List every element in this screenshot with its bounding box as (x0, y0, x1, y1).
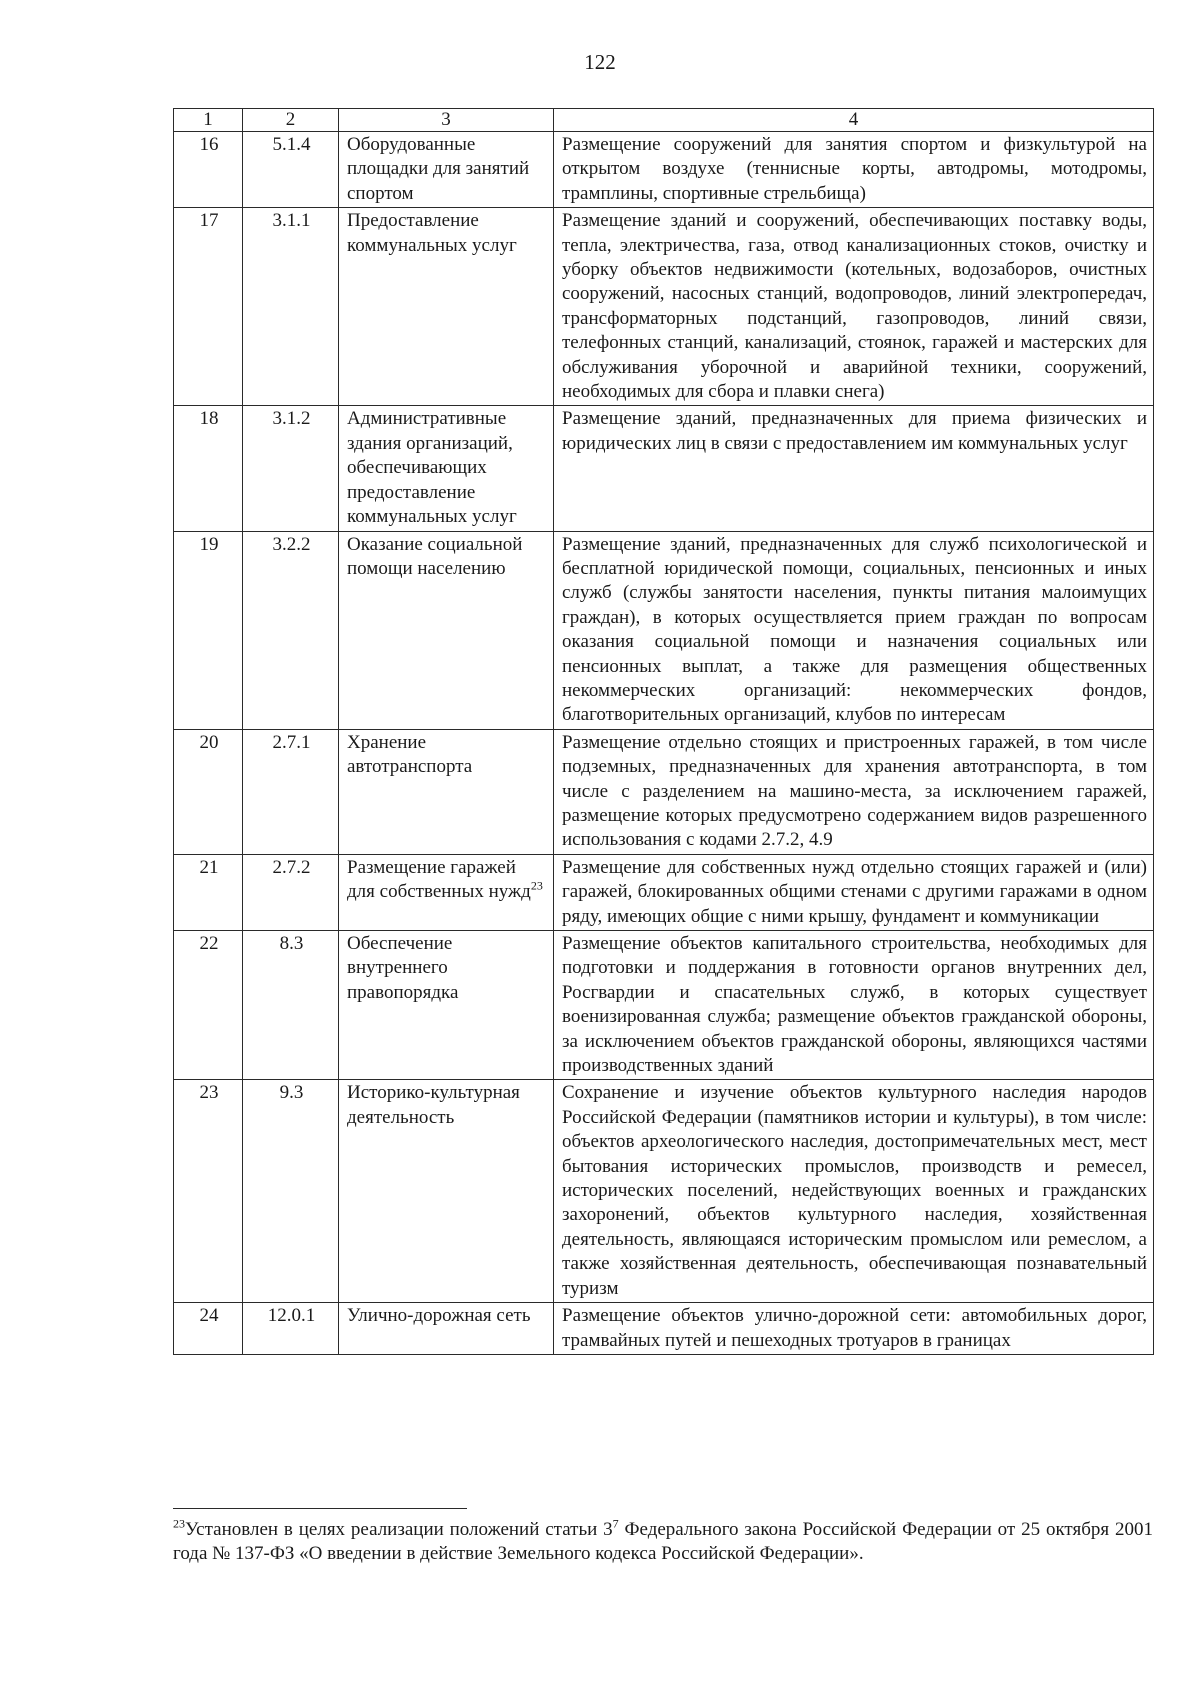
row-number: 18 (174, 406, 243, 531)
table-row (174, 132, 1154, 208)
use-name-text: Предоставление коммунальных услуг (347, 210, 517, 256)
use-name (339, 406, 554, 531)
use-code: 5.1.4 (243, 132, 339, 208)
use-code: 8.3 (243, 931, 339, 1080)
use-name (339, 729, 554, 854)
table-row (174, 1080, 1154, 1303)
table-row (174, 854, 1154, 930)
use-description: Размещение объектов улично-дорожной сети: автомобильных дорог, трамвайных путей и пешеходных тротуаров в границах (554, 1303, 1154, 1355)
use-description: Размещение для собственных нужд отдельно стоящих гаражей и (или) гаражей, блокированных общими стенами с другими гаражами в одном ряду, имеющих общие с ними крышу, фундамент и коммуникации (554, 854, 1154, 930)
row-number: 16 (174, 132, 243, 208)
use-name-text: Оказание социальной помощи населению (347, 533, 523, 579)
use-name (339, 132, 554, 208)
row-number: 17 (174, 208, 243, 406)
use-description: Размещение отдельно стоящих и пристроенных гаражей, в том числе подземных, предназначенных для хранения автотранспорта, в том числе с разделением на машино-места, за исключением гаражей, размещение которых предусмотрено содержанием видов разрешенного использования с кодами 2.7.2, 4.9 (554, 729, 1154, 854)
use-name (339, 931, 554, 1080)
use-code: 9.3 (243, 1080, 339, 1303)
table-row (174, 729, 1154, 854)
footnote-separator (173, 1508, 467, 1509)
use-name (339, 854, 554, 930)
row-number: 22 (174, 931, 243, 1080)
footnote-text-after: Федерального закона Российской Федерации от 25 октября 2001 года № 137-ФЗ «О введении в действие Земельного кодекса Российской Федерации». (173, 1519, 1153, 1564)
footnote-text-before: Установлен в целях реализации положений статьи 3 (185, 1519, 613, 1540)
table-header-row (174, 109, 1154, 132)
use-description: Размещение сооружений для занятия спортом и физкультурой на открытом воздухе (теннисные корты, автодромы, мотодромы, трамплины, спортивные стрельбища) (554, 132, 1154, 208)
use-code: 3.1.2 (243, 406, 339, 531)
use-name-text: Размещение гаражей для собственных нужд (347, 856, 531, 903)
use-name-text: Хранение автотранспорта (347, 731, 473, 778)
land-use-table (173, 108, 1154, 1355)
footnote-marker: 23 (173, 1516, 185, 1531)
column-header: 3 (339, 109, 554, 132)
use-name (339, 208, 554, 406)
use-description: Размещение зданий, предназначенных для приема физических и юридических лиц в связи с предоставлением им коммунальных услуг (554, 406, 1154, 531)
use-name-text: Улично-дорожная сеть (347, 1305, 531, 1327)
footnote (173, 1518, 1153, 1566)
use-description: Размещение объектов капитального строительства, необходимых для подготовки и поддержания в готовности органов внутренних дел, Росгвардии и спасательных служб, в которых существует военизированная служба; размещение объектов гражданской обороны, за исключением объектов гражданской обороны, являющихся частями производственных зданий (554, 931, 1154, 1080)
use-code: 3.1.1 (243, 208, 339, 406)
row-number: 20 (174, 729, 243, 854)
use-name-text: Оборудованные площадки для занятий спортом (347, 134, 530, 204)
table-row (174, 931, 1154, 1080)
row-number: 23 (174, 1080, 243, 1303)
table-row (174, 531, 1154, 729)
column-header: 4 (554, 109, 1154, 132)
table-row (174, 1303, 1154, 1355)
table-row (174, 208, 1154, 406)
page-number: 122 (584, 50, 616, 74)
use-name-text: Обеспечение внутреннего правопорядка (347, 933, 459, 1003)
article-superscript: 7 (612, 1516, 619, 1531)
use-description: Размещение зданий и сооружений, обеспечивающих поставку воды, тепла, электричества, газа, отвод канализационных стоков, очистку и уборку объектов недвижимости (котельных, водозаборов, очистных сооружений, насосных станций, водопроводов, линий электропередач, трансформаторных подстанций, газопроводов, линий связи, телефонных станций, канализаций, стоянок, гаражей и мастерских для обслуживания уборочной и аварийной техники, сооружений, необходимых для сбора и плавки снега) (554, 208, 1154, 406)
column-header: 2 (243, 109, 339, 132)
use-code: 12.0.1 (243, 1303, 339, 1355)
use-description: Сохранение и изучение объектов культурного наследия народов Российской Федерации (памятников истории и культуры), в том числе: объектов археологического наследия, достопримечательных мест, мест бытования исторических промыслов, производств и ремесел, исторических поселений, недействующих военных и гражданских захоронений, объектов культурного наследия, хозяйственная деятельность, являющаяся историческим промыслом или ремеслом, а также хозяйственная деятельность, обеспечивающая познавательный туризм (554, 1080, 1154, 1303)
use-code: 2.7.2 (243, 854, 339, 930)
footnote-reference[interactable]: 23 (530, 878, 543, 893)
column-header: 1 (174, 109, 243, 132)
row-number: 24 (174, 1303, 243, 1355)
use-name (339, 531, 554, 729)
use-name-text: Административные здания организаций, обеспечивающих предоставление коммунальных услуг (347, 408, 517, 528)
use-name (339, 1303, 554, 1355)
use-description: Размещение зданий, предназначенных для служб психологической и бесплатной юридической помощи, социальных, пенсионных и иных служб (службы занятости населения, пункты питания малоимущих граждан), в которых осуществляется прием граждан по вопросам оказания социальной помощи и назначения социальных или пенсионных выплат, а также для размещения общественных некоммерческих организаций: некоммерческих фондов, благотворительных организаций, клубов по интересам (554, 531, 1154, 729)
use-name-text: Историко-культурная деятельность (347, 1082, 520, 1128)
row-number: 19 (174, 531, 243, 729)
use-name (339, 1080, 554, 1303)
table-row (174, 406, 1154, 531)
use-code: 2.7.1 (243, 729, 339, 854)
use-code: 3.2.2 (243, 531, 339, 729)
row-number: 21 (174, 854, 243, 930)
